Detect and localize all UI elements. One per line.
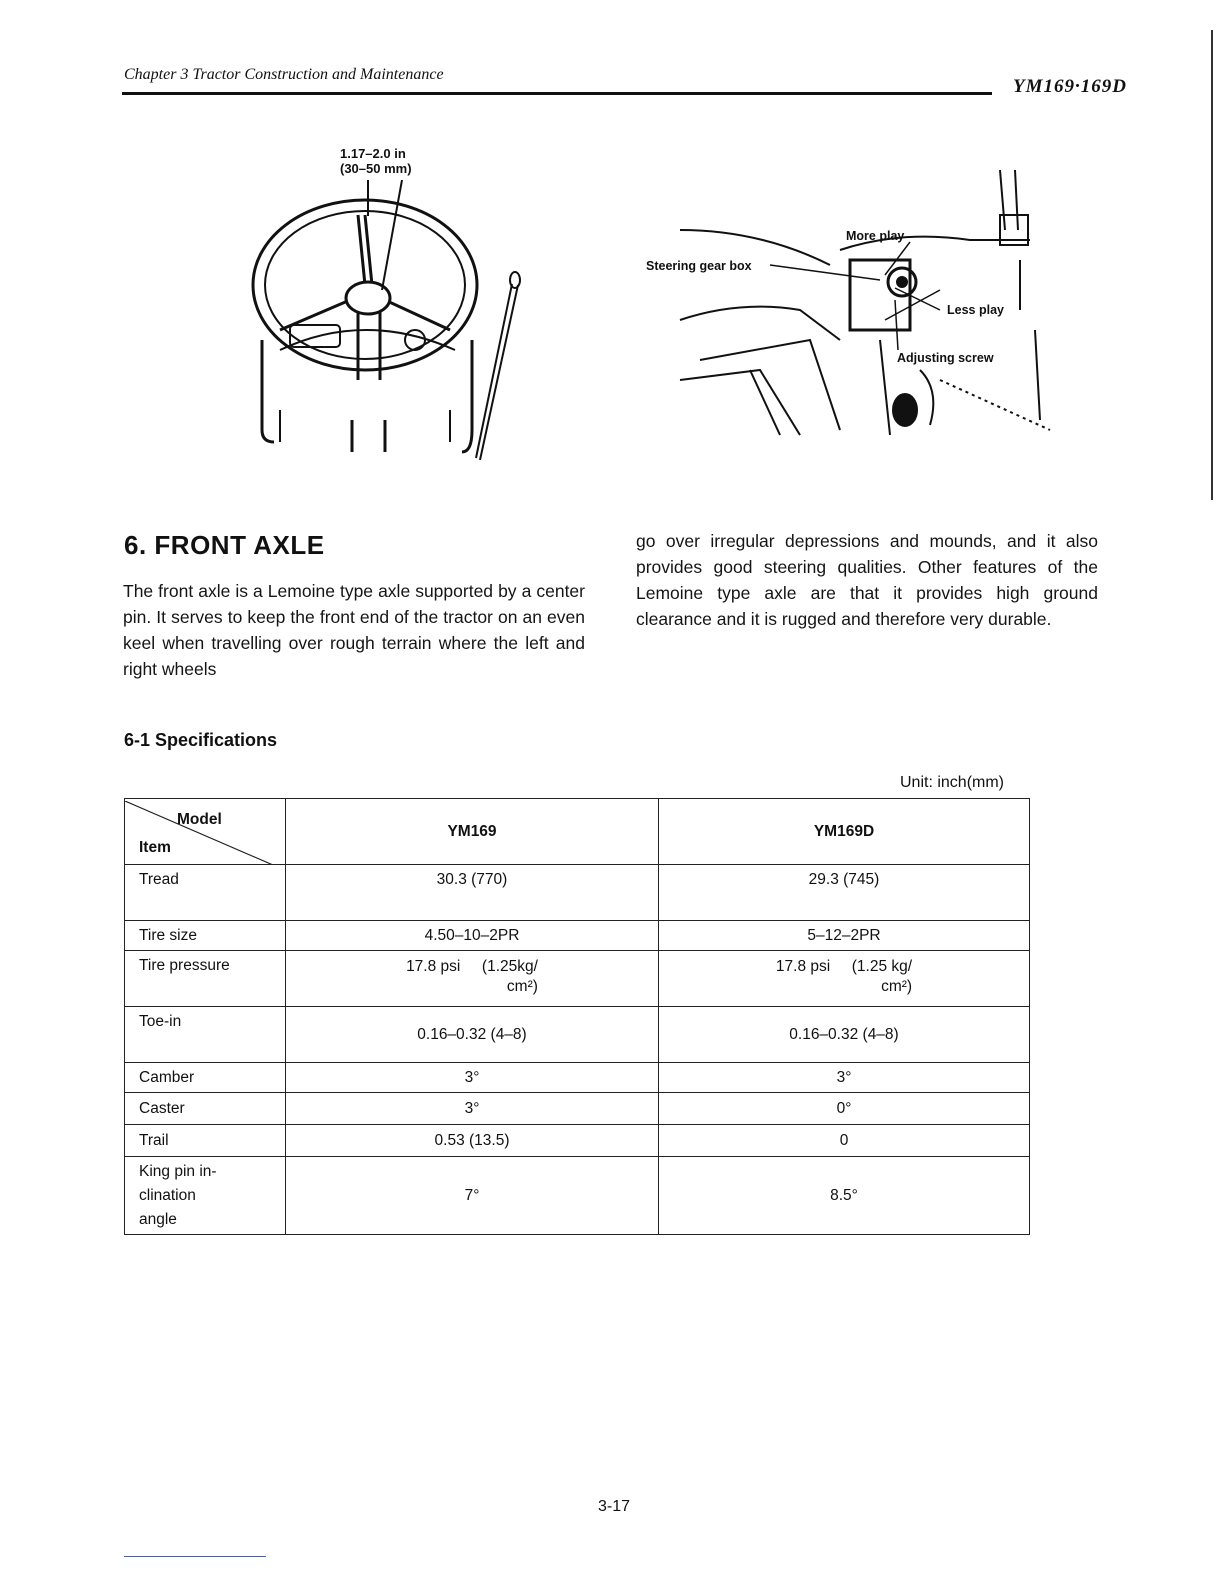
play-range-mm: (30–50 mm) — [340, 161, 412, 176]
col-header-ym169d: YM169D — [659, 799, 1030, 865]
callout-less-play: Less play — [947, 303, 1004, 317]
paragraph-right: go over irregular depressions and mounds, and it also provides good steering qualities. Other features of the Lemoine type axle are that it provides high ground clearance and it is rugged and therefore very durable. — [636, 531, 1098, 629]
row-label-king-pin — [125, 1157, 286, 1235]
corner-model-label: Model — [177, 810, 222, 828]
table-row — [125, 865, 1030, 921]
cell-value: 0.16–0.32 (4–8) — [659, 1007, 1030, 1063]
cell-value: 0.16–0.32 (4–8) — [286, 1007, 659, 1063]
specifications-heading: 6-1 Specifications — [124, 730, 278, 750]
row-label-tire-size: Tire size — [125, 921, 286, 951]
corner-cell — [125, 799, 286, 865]
cell-value: 7° — [286, 1157, 659, 1235]
cell-value: 5–12–2PR — [659, 921, 1030, 951]
row-label-toe-in: Toe-in — [125, 1007, 286, 1063]
corner-item-label: Item — [139, 838, 171, 856]
paragraph-left: The front axle is a Lemoine type axle supported by a center pin. It serves to keep the front end of the tractor on an even keel when travelling over rough terrain where the left and right wheels — [123, 581, 585, 679]
king-pin-line-3: angle — [139, 1210, 177, 1228]
page-number: 3-17 — [598, 1498, 631, 1515]
section-title: 6. FRONT AXLE — [124, 530, 325, 560]
callout-adjusting-screw: Adjusting screw — [897, 351, 994, 365]
table-row — [125, 1157, 1030, 1235]
figure-left-label — [340, 146, 412, 176]
footnote-rule — [124, 1556, 266, 1557]
table-row — [125, 951, 1030, 1007]
page-edge-line — [1211, 30, 1213, 500]
cell-value: 4.50–10–2PR — [286, 921, 659, 951]
table-row — [125, 1063, 1030, 1093]
pressure-psi: 17.8 psi — [406, 958, 461, 975]
king-pin-line-1: King pin in- — [139, 1162, 217, 1180]
cell-value — [286, 951, 659, 1007]
pressure-kg: (1.25 kg/ — [851, 958, 913, 975]
pressure-kg: (1.25kg/ — [481, 958, 538, 975]
row-label-camber: Camber — [125, 1063, 286, 1093]
play-range-inch: 1.17–2.0 in — [340, 146, 406, 161]
cell-value: 0.53 (13.5) — [286, 1125, 659, 1157]
header-rule — [122, 92, 992, 95]
callout-more-play: More play — [846, 229, 905, 243]
cell-value: 3° — [286, 1063, 659, 1093]
table-header-row — [125, 799, 1030, 865]
col-header-ym169: YM169 — [286, 799, 659, 865]
pressure-unit: cm²) — [506, 978, 538, 995]
cell-value: 0° — [659, 1093, 1030, 1125]
cell-value — [659, 951, 1030, 1007]
row-label-trail: Trail — [125, 1125, 286, 1157]
cell-value: 29.3 (745) — [659, 865, 1030, 921]
cell-value: 3° — [659, 1063, 1030, 1093]
table-row — [125, 1125, 1030, 1157]
table-row — [125, 1093, 1030, 1125]
king-pin-line-2: clination — [139, 1186, 196, 1204]
cell-value: 3° — [286, 1093, 659, 1125]
table-row — [125, 921, 1030, 951]
row-label-caster: Caster — [125, 1093, 286, 1125]
model-header: YM169·169D — [1013, 76, 1127, 97]
pressure-unit: cm²) — [881, 978, 913, 995]
row-label-tread: Tread — [125, 865, 286, 921]
cell-value: 30.3 (770) — [286, 865, 659, 921]
unit-label: Unit: inch(mm) — [900, 774, 1005, 791]
steering-wheel-illustration — [240, 180, 540, 460]
cell-value: 0 — [659, 1125, 1030, 1157]
chapter-title: Chapter 3 Tractor Construction and Maintenance — [124, 66, 444, 83]
table-row — [125, 1007, 1030, 1063]
cell-value: 8.5° — [659, 1157, 1030, 1235]
pressure-psi: 17.8 psi — [775, 958, 831, 975]
callout-steering-gear-box: Steering gear box — [646, 259, 752, 273]
specifications-table — [124, 798, 1030, 1235]
row-label-tire-pressure: Tire pressure — [125, 951, 286, 1007]
